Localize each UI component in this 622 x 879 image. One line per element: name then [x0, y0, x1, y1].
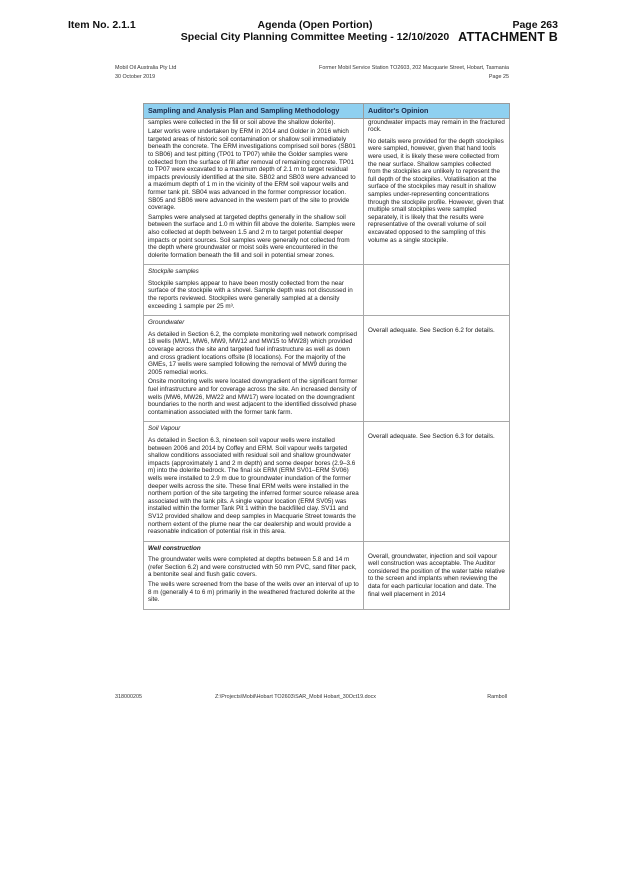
site-name: Former Mobil Service Station TO2603, 202 Macquarie Street, Hobart, Tasmania	[319, 65, 509, 71]
column-header-opinion: Auditor's Opinion	[364, 104, 510, 119]
paragraph: As detailed in Section 6.2, the complete monitoring well network comprised 18 wells (MW1, MW6, MW9, MW12 and MW15 to MW28) which provided coverage across the site and targeted fuel infrastructure as well as down and cross gradient locations offsite (8 locations). For the majority of the GMEs, 17 wells were sampled following the removal of MW9 during the 2005 remedial works.	[148, 330, 357, 376]
paragraph: samples were collected in the fill or soil above the shallow dolerite).	[148, 118, 336, 126]
company-name: Mobil Oil Australia Pty Ltd	[115, 65, 177, 71]
section-title-well-construction: Well construction	[148, 544, 201, 552]
paragraph: Later works were undertaken by ERM in 2014 and Golder in 2016 which targeted areas of historic soil contamination or shallow soil immediately beneath the concrete. The ERM investigations comprised soil bores (SB01 to SB06) and test pitting (TP01 to TP07) while the Golder samples were collected from the surface of fill after removal of remaining concrete. TP01 to TP07 were excavated to a maximum depth of 2.1 m to target residual impacts previously identified at the site. SB02 and SB03 were advanced to a maximum depth of 1 m in the vicinity of the ERM soil vapour wells and former tank pit. SB04 was advanced in the former compressor location. SB05 and SB06 were advanced in the western part of the site to provide coverage.	[148, 128, 356, 212]
paragraph: Samples were analysed at targeted depths generally in the shallow soil between the surface and 1.0 m within fill above the dolerite. Samples were also collected at depth between 1.5 and 2 m to target potential deeper impacts or point sources. Soil samples were generally not collected from the depth where groundwater or moist soils were encountered in the dolerite formation beneath the fill and soil in potential smear zones.	[148, 213, 356, 259]
paragraph: Stockpile samples appear to have been mostly collected from the near surface of the stockpile with a shovel. Sample depth was not discussed in the reports reviewed. Stockpiles were generally sampled at a density exceeding 1 sample per 25 m³.	[148, 279, 353, 310]
paragraph: As detailed in Section 6.3, nineteen soil vapour wells were installed between 2006 and 2014 by Coffey and ERM. Soil vapour wells targeted shallow conditions associated with residual soil and shallow groundwater impacts (approximately 1 and 2 m depth) and some deeper bores (2.9–3.6 m) into the dolerite bedrock. The final six ERM (ERM SV01–ERM SV06) wells were installed to 2.9 m due to groundwater inundation of the former deeper wells across the site. These final ERM wells were installed in the northern portion of the site targeting the inferred former source release area associated with the tank pits. A single vapour location (ERM SV05) was installed within the former Tank Pit 1 within the backfilled clay. SV11 and SV12 provided shallow and deep samples in Macquarie Street towards the northern extent of the plume near the car dealership and would provide a reasonable indication of potential risk in this area.	[148, 436, 359, 536]
section-title-groundwater: Groundwater	[148, 319, 185, 327]
table-header-row	[144, 104, 510, 119]
opinion-cell	[364, 422, 510, 541]
paragraph: The groundwater wells were completed at depths between 5.8 and 14 m (refer Section 6.2) and were constructed with 50 mm PVC, sand filter pack, a bentonite seal and flush gatic covers.	[148, 556, 357, 579]
table-row	[144, 118, 510, 265]
paragraph: Onsite monitoring wells were located downgradient of the significant former fuel infrastructure and for coverage across the site. An increased density of wells (MW6, MW26, MW22 and MW17) were located on the downgradient boundaries to the north and west adjacent to the identified dissolved phase contamination associated with the former tank farm.	[148, 378, 358, 416]
meeting-title: Special City Planning Committee Meeting - 12/10/2020	[180, 31, 450, 43]
table-row	[144, 316, 510, 422]
table-row	[144, 422, 510, 541]
table-row	[144, 541, 510, 609]
company-logo-text: Ramboll	[487, 694, 507, 700]
paragraph: The wells were screened from the base of the wells over an interval of up to 8 m (generally 4 to 6 m) primarily in the weathered fractured dolerite at the site.	[148, 581, 359, 604]
document-number: 318000205	[115, 694, 142, 700]
section-title-stockpile: Stockpile samples	[148, 268, 199, 276]
report-page: Page 25	[488, 74, 509, 80]
paragraph: groundwater impacts may remain in the fractured rock.	[368, 118, 505, 134]
opinion-cell	[364, 316, 510, 422]
paragraph: Overall adequate. See Section 6.2 for details.	[368, 327, 495, 335]
methodology-cell	[144, 265, 364, 316]
doc-meta-right	[319, 64, 509, 82]
opinion-cell	[364, 541, 510, 609]
sampling-table	[143, 103, 510, 610]
paragraph: Overall adequate. See Section 6.3 for details.	[368, 433, 495, 441]
section-title-soil-vapour: Soil Vapour	[148, 425, 181, 433]
agenda-title: Agenda (Open Portion)	[257, 19, 373, 31]
file-path: Z:\Projects\Mobil\Hobart TO2603\SAR_Mobil Hobart_30Oct19.docx	[215, 694, 376, 700]
report-date: 30 October 2019	[115, 74, 156, 80]
paragraph: No details were provided for the depth stockpiles were sampled, however, given that hand tools were used, it is likely these were collected from the near surface. Shallow samples collected from the stockpiles are unlikely to represent the full depth of the stockpiles. Volatilisation at the surface of the stockpiles may result in shallow samples under-representing concentrations through the stockpile profile. However, given that multiple small stockpiles were sampled separately, it is likely that the results were representative of the overall volume of soil excavated opposed to the sampling of this volume as a single stockpile.	[368, 137, 504, 244]
attachment-label: ATTACHMENT B	[458, 30, 558, 44]
opinion-cell	[364, 265, 510, 316]
methodology-cell	[144, 541, 364, 609]
item-number: Item No. 2.1.1	[68, 19, 136, 31]
doc-meta-left	[115, 64, 176, 82]
page-header-right	[458, 19, 558, 43]
page-number: Page 263	[512, 19, 558, 31]
opinion-cell	[364, 118, 510, 265]
meeting-header	[150, 19, 480, 43]
table-row	[144, 265, 510, 316]
paragraph: Overall, groundwater, injection and soil vapour well construction was acceptable. The Auditor considered the position of the water table relative to the screen and implants when reviewing the data for each particular location and date. The final well placement in 2014	[368, 552, 505, 598]
methodology-cell	[144, 316, 364, 422]
column-header-methodology: Sampling and Analysis Plan and Sampling Methodology	[144, 104, 364, 119]
methodology-cell	[144, 422, 364, 541]
methodology-cell	[144, 118, 364, 265]
